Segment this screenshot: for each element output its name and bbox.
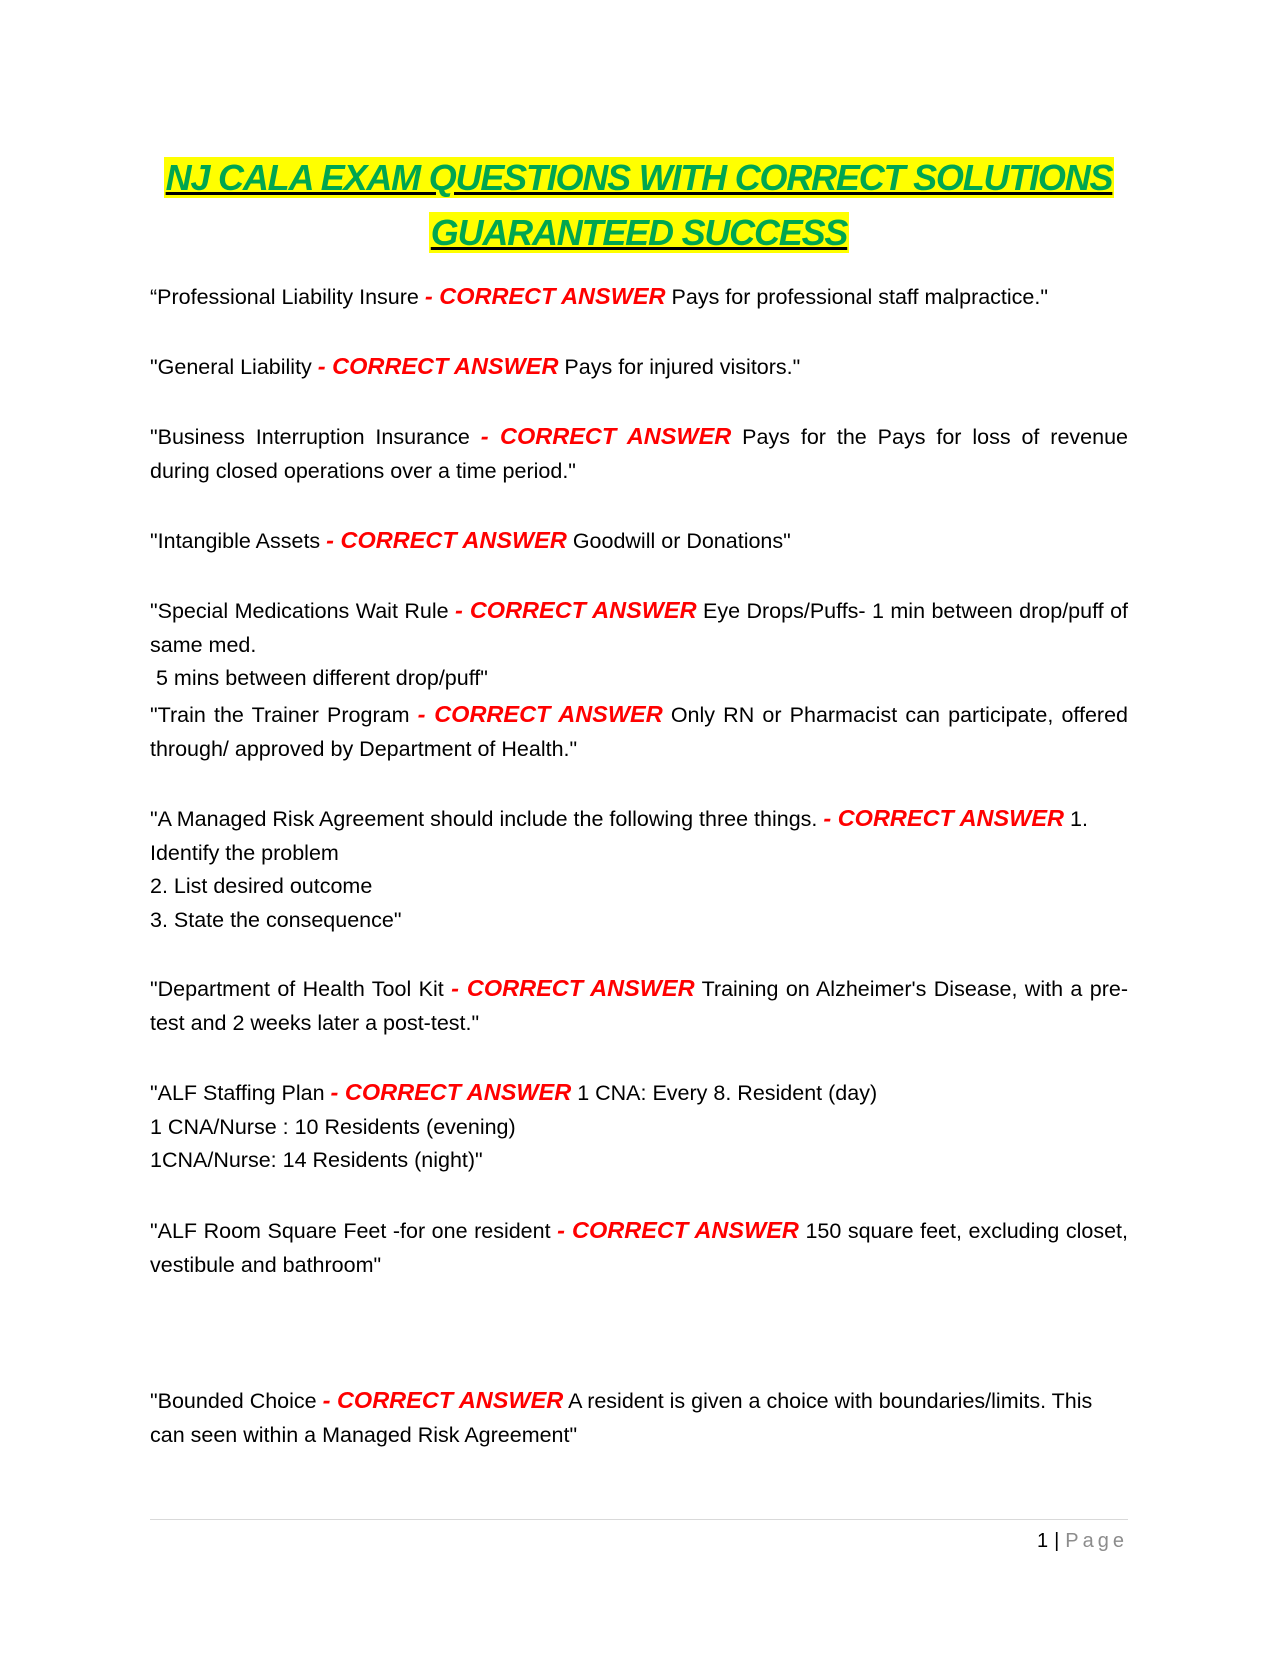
qa-answer-line: 5 mins between different drop/puff": [150, 666, 488, 690]
qa-item: [150, 802, 1128, 937]
qa-separator: - CORRECT ANSWER: [451, 975, 695, 1001]
qa-answer: Pays for the Pays for loss of revenue during closed operations over a time period.": [150, 425, 1128, 483]
document-page: [150, 0, 1128, 1656]
qa-answer: 150 square feet, excluding closet, vestibule and bathroom": [150, 1219, 1128, 1277]
qa-answer: Pays for professional staff malpractice.": [671, 285, 1048, 309]
qa-item: [150, 698, 1128, 766]
page-label: Page: [1065, 1530, 1128, 1552]
qa-answer: Goodwill or Donations": [572, 529, 791, 553]
qa-separator: - CORRECT ANSWER: [557, 1217, 799, 1243]
footer-pipe: |: [1054, 1530, 1060, 1552]
qa-item: [150, 1076, 1128, 1178]
qa-separator: - CORRECT ANSWER: [326, 527, 567, 553]
qa-separator: - CORRECT ANSWER: [424, 283, 666, 309]
qa-item: [150, 594, 1128, 696]
qa-answer-line: 1CNA/Nurse: 14 Residents (night)": [150, 1148, 483, 1172]
qa-answer: Eye Drops/Puffs- 1 min between drop/puff of same med.: [150, 599, 1129, 657]
qa-item: [150, 524, 1128, 559]
qa-item: [150, 1214, 1128, 1282]
qa-answer-line: 3. State the consequence": [150, 907, 402, 932]
qa-question: "General Liability: [150, 355, 312, 379]
qa-separator: - CORRECT ANSWER: [330, 1079, 572, 1105]
qa-separator: - CORRECT ANSWER: [823, 805, 1065, 831]
qa-question: "Business Interruption Insurance: [150, 425, 470, 449]
title-line-2: GUARANTEED SUCCESS: [430, 212, 848, 253]
qa-question: “Professional Liability Insure: [150, 285, 419, 309]
qa-separator: - CORRECT ANSWER: [317, 353, 559, 379]
qa-question: "Special Medications Wait Rule: [150, 599, 449, 623]
qa-question: "ALF Staffing Plan: [150, 1081, 325, 1105]
page-footer: [1037, 1527, 1128, 1555]
qa-item: [150, 1384, 1128, 1452]
qa-answer: Training on Alzheimer's Disease, with a pre-test and 2 weeks later a post-test.": [150, 977, 1128, 1035]
qa-separator: - CORRECT ANSWER: [322, 1387, 564, 1413]
qa-item: [150, 280, 1128, 315]
page-number: 1: [1036, 1530, 1049, 1552]
qa-question: "A Managed Risk Agreement should include the following three things.: [150, 807, 818, 831]
qa-separator: - CORRECT ANSWER: [480, 423, 732, 449]
document-title: [150, 150, 1128, 260]
qa-answer-line: 2. List desired outcome: [150, 874, 373, 898]
qa-item: [150, 350, 1128, 385]
qa-question: "Intangible Assets: [150, 529, 321, 553]
qa-separator: - CORRECT ANSWER: [417, 701, 663, 727]
qa-answer: A resident is given a choice with boundaries/limits. This can seen within a Managed Risk Agreement": [150, 1389, 1093, 1447]
qa-answer: 1. Identify the problem: [150, 807, 1088, 865]
qa-answer: 1 CNA: Every 8. Resident (day): [577, 1081, 878, 1105]
qa-question: "Train the Trainer Program: [150, 703, 410, 727]
qa-item: [150, 972, 1128, 1040]
qa-answer: Pays for injured visitors.": [564, 355, 801, 379]
qa-question: "Bounded Choice: [150, 1389, 317, 1413]
qa-answer: Only RN or Pharmacist can participate, offered through/ approved by Department of Health.": [150, 703, 1128, 761]
title-line-1: NJ CALA EXAM QUESTIONS WITH CORRECT SOLUTIONS: [165, 157, 1113, 198]
qa-question: "ALF Room Square Feet -for one resident: [150, 1219, 551, 1243]
qa-separator: - CORRECT ANSWER: [455, 597, 697, 623]
qa-answer-line: 1 CNA/Nurse : 10 Residents (evening): [150, 1114, 516, 1139]
qa-item: [150, 420, 1128, 488]
qa-question: "Department of Health Tool Kit: [150, 977, 444, 1001]
footer-divider: [150, 1519, 1128, 1520]
